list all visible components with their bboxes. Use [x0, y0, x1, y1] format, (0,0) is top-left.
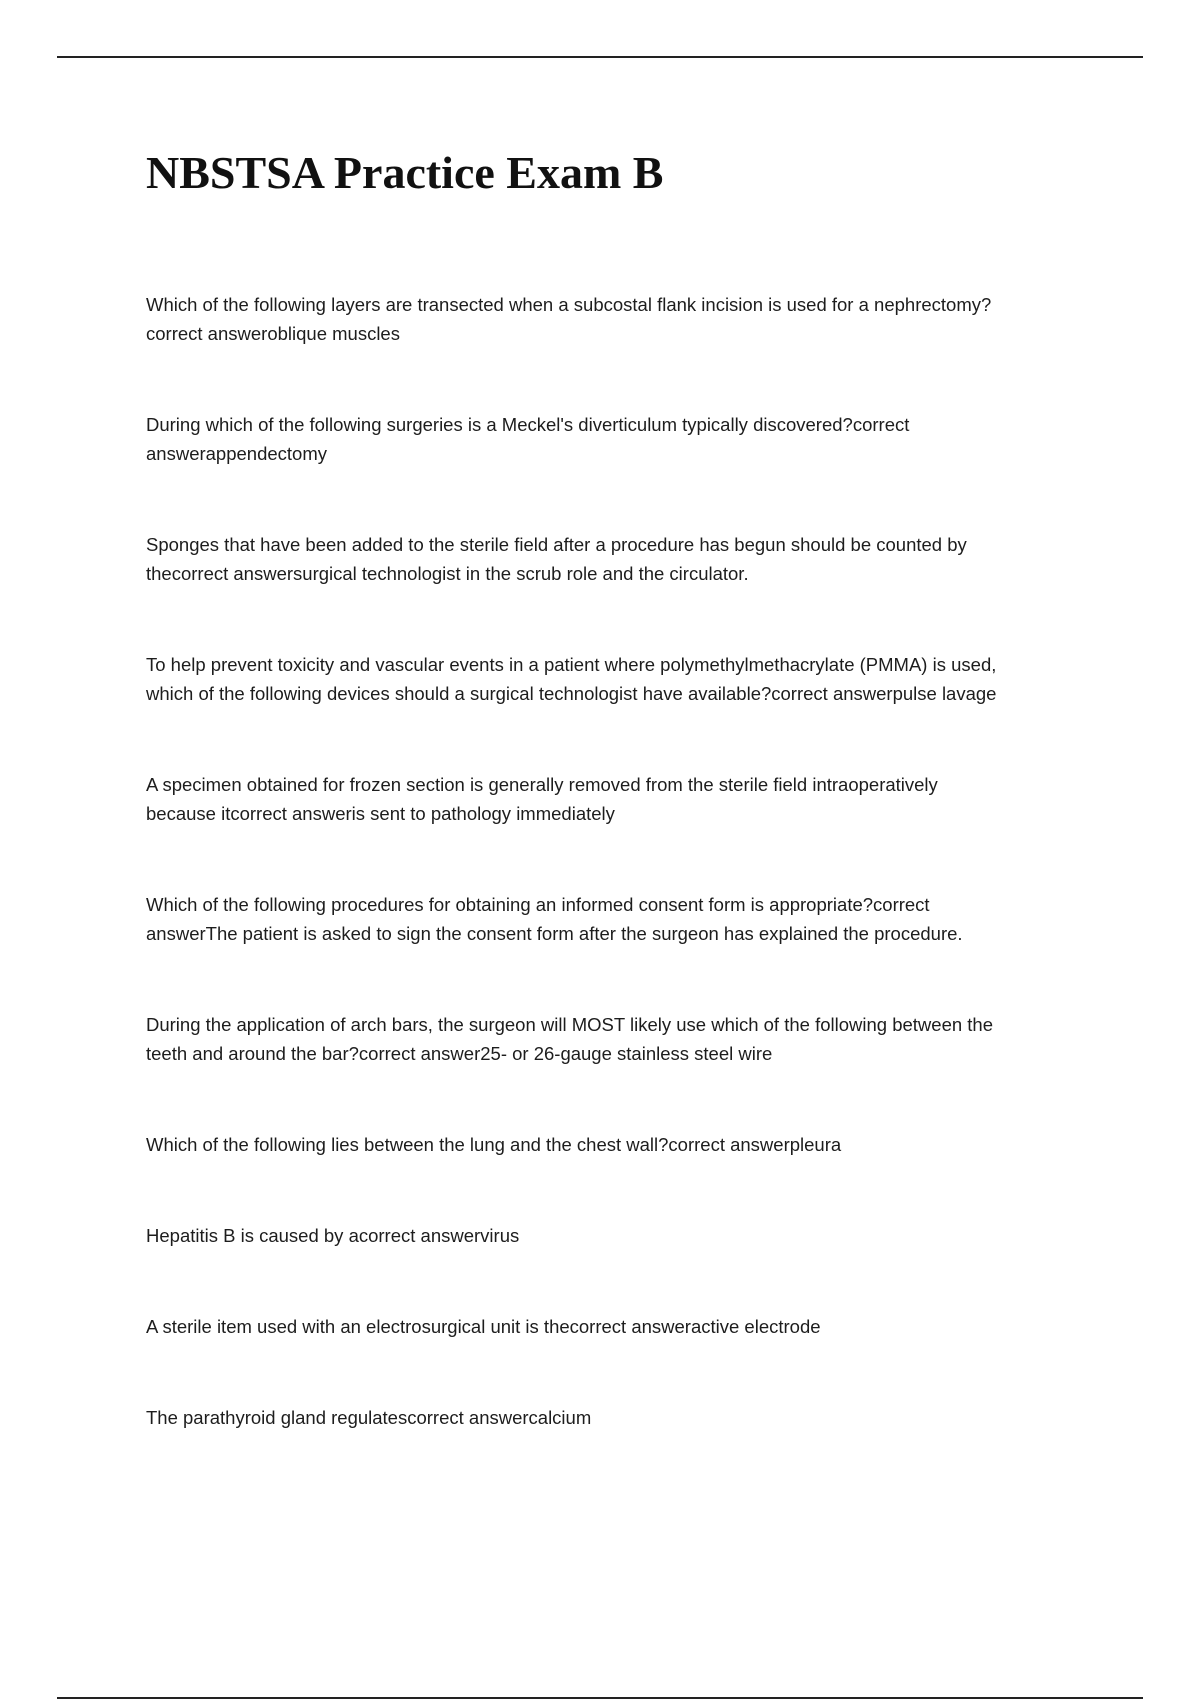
- question-line: because itcorrect answeris sent to pathology immediately: [146, 803, 615, 824]
- question-line: The parathyroid gland regulatescorrect answercalcium: [146, 1407, 592, 1428]
- question-line: A sterile item used with an electrosurgical unit is thecorrect answeractive electrode: [146, 1316, 821, 1337]
- question-line: Which of the following procedures for obtaining an informed consent form is appropriate?correct: [146, 894, 930, 915]
- question-item-6: [146, 890, 1096, 948]
- question-line: To help prevent toxicity and vascular events in a patient where polymethylmethacrylate (PMMA) is used,: [146, 654, 997, 675]
- question-line: A specimen obtained for frozen section is generally removed from the sterile field intraoperatively: [146, 774, 938, 795]
- question-line: Hepatitis B is caused by acorrect answervirus: [146, 1225, 520, 1246]
- question-item-7: [146, 1010, 1096, 1068]
- question-item-8: [146, 1130, 1096, 1159]
- question-item-2: [146, 410, 1096, 468]
- question-line: thecorrect answersurgical technologist in the scrub role and the circulator.: [146, 563, 749, 584]
- question-line: teeth and around the bar?correct answer25- or 26-gauge stainless steel wire: [146, 1043, 773, 1064]
- question-item-10: [146, 1312, 1096, 1341]
- question-line: Which of the following layers are transected when a subcostal flank incision is used for a nephrectomy?: [146, 294, 992, 315]
- question-line: answerThe patient is asked to sign the consent form after the surgeon has explained the procedure.: [146, 923, 963, 944]
- question-line: which of the following devices should a surgical technologist have available?correct answerpulse lavage: [146, 683, 997, 704]
- bottom-divider: [57, 1697, 1143, 1699]
- question-line: Sponges that have been added to the sterile field after a procedure has begun should be counted by: [146, 534, 967, 555]
- top-divider: [57, 56, 1143, 58]
- question-line: answerappendectomy: [146, 443, 327, 464]
- question-item-1: [146, 290, 1096, 348]
- question-line: During which of the following surgeries is a Meckel's diverticulum typically discovered?correct: [146, 414, 910, 435]
- question-line: During the application of arch bars, the surgeon will MOST likely use which of the following between the: [146, 1014, 993, 1035]
- question-line: correct answeroblique muscles: [146, 323, 400, 344]
- question-item-5: [146, 770, 1096, 828]
- question-item-4: [146, 650, 1096, 708]
- question-item-9: [146, 1221, 1096, 1250]
- question-item-3: [146, 530, 1096, 588]
- page-title: NBSTSA Practice Exam B: [146, 147, 664, 198]
- question-list: [146, 290, 1096, 1494]
- question-line: Which of the following lies between the lung and the chest wall?correct answerpleura: [146, 1134, 842, 1155]
- question-item-11: [146, 1403, 1096, 1432]
